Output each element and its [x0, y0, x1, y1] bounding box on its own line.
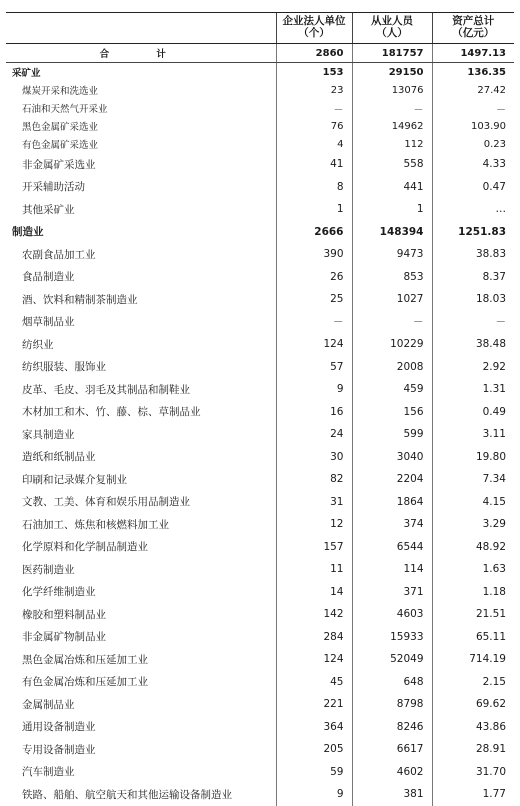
- assets-cell: 1.77: [432, 783, 514, 806]
- enterprises-cell: 45: [276, 671, 352, 694]
- enterprises-cell: 26: [276, 266, 352, 289]
- enterprises-cell: 12: [276, 513, 352, 536]
- assets-cell: 1.18: [432, 581, 514, 604]
- table-row: [6, 783, 514, 806]
- table-row: [6, 311, 514, 334]
- employees-cell: 8246: [352, 716, 432, 739]
- header-employees: 从业人员 （人）: [352, 13, 432, 44]
- assets-cell: 0.49: [432, 401, 514, 424]
- industry-name-cell: 烟草制品业: [22, 316, 75, 329]
- industry-name-cell: 家具制造业: [22, 428, 75, 441]
- industry-name-cell: 纺织服装、服饰业: [22, 361, 106, 374]
- industry-name-cell: 印刷和记录媒介复制业: [22, 473, 127, 486]
- enterprises-cell: 76: [276, 117, 352, 135]
- employees-cell: 1: [352, 198, 432, 221]
- statistics-table: [6, 12, 514, 806]
- employees-cell: 29150: [352, 63, 432, 82]
- industry-name-cell: 有色金属冶炼和压延加工业: [22, 676, 148, 689]
- industry-name-cell: 专用设备制造业: [22, 743, 96, 756]
- assets-cell: 4.15: [432, 491, 514, 514]
- assets-cell: 28.91: [432, 738, 514, 761]
- table-row: [6, 288, 514, 311]
- employees-cell: －: [352, 99, 432, 117]
- industry-name-cell: 石油和天然气开采业: [22, 104, 108, 115]
- industry-name-cell: 石油加工、炼焦和核燃料加工业: [22, 518, 169, 531]
- table-row: [6, 117, 514, 135]
- assets-cell: 1.63: [432, 558, 514, 581]
- category-row: [6, 63, 514, 82]
- employees-cell: 2008: [352, 356, 432, 379]
- assets-cell: 3.11: [432, 423, 514, 446]
- employees-cell: 441: [352, 176, 432, 199]
- assets-cell: 0.47: [432, 176, 514, 199]
- industry-name-cell: 黑色金属矿采选业: [22, 122, 99, 133]
- enterprises-cell: 124: [276, 648, 352, 671]
- employees-cell: 2204: [352, 468, 432, 491]
- table-row: [6, 491, 514, 514]
- table-row: [6, 581, 514, 604]
- enterprises-cell: 11: [276, 558, 352, 581]
- employees-cell: 1027: [352, 288, 432, 311]
- enterprises-cell: 8: [276, 176, 352, 199]
- industry-name-cell: 非金属矿采选业: [22, 158, 96, 171]
- enterprises-cell: 153: [276, 63, 352, 82]
- industry-name-cell: 皮革、毛皮、羽毛及其制品和制鞋业: [22, 383, 190, 396]
- assets-cell: －: [432, 99, 514, 117]
- assets-cell: 18.03: [432, 288, 514, 311]
- assets-cell: 714.19: [432, 648, 514, 671]
- table-row: [6, 333, 514, 356]
- header-enterprises: 企业法人单位 （个）: [276, 13, 352, 44]
- enterprises-cell: 41: [276, 153, 352, 176]
- table-row: [6, 356, 514, 379]
- table-row: [6, 716, 514, 739]
- category-row: [6, 221, 514, 244]
- table-row: [6, 176, 514, 199]
- header-assets: 资产总计 （亿元）: [432, 13, 514, 44]
- employees-cell: 648: [352, 671, 432, 694]
- employees-cell: 14962: [352, 117, 432, 135]
- employees-cell: 181757: [352, 44, 432, 63]
- table-row: [6, 446, 514, 469]
- enterprises-cell: 16: [276, 401, 352, 424]
- table-row: [6, 135, 514, 153]
- table-body: [6, 44, 514, 806]
- enterprises-cell: 157: [276, 536, 352, 559]
- assets-cell: 1251.83: [432, 221, 514, 244]
- assets-cell: －: [432, 311, 514, 334]
- employees-cell: 114: [352, 558, 432, 581]
- table-row: [6, 266, 514, 289]
- enterprises-cell: －: [276, 99, 352, 117]
- enterprises-cell: 59: [276, 761, 352, 784]
- table-row: [6, 243, 514, 266]
- employees-cell: 374: [352, 513, 432, 536]
- assets-cell: 38.83: [432, 243, 514, 266]
- assets-cell: 31.70: [432, 761, 514, 784]
- industry-name-cell: 开采辅助活动: [22, 181, 85, 194]
- industry-name-cell: 合 计: [6, 44, 276, 63]
- employees-cell: 381: [352, 783, 432, 806]
- assets-cell: 4.33: [432, 153, 514, 176]
- employees-cell: 1864: [352, 491, 432, 514]
- assets-cell: 8.37: [432, 266, 514, 289]
- enterprises-cell: 23: [276, 81, 352, 99]
- employees-cell: 112: [352, 135, 432, 153]
- industry-name-cell: 木材加工和木、竹、藤、棕、草制品业: [22, 406, 201, 419]
- enterprises-cell: 9: [276, 783, 352, 806]
- industry-name-cell: 煤炭开采和洗选业: [22, 86, 99, 97]
- employees-cell: －: [352, 311, 432, 334]
- employees-cell: 853: [352, 266, 432, 289]
- industry-name-cell: 酒、饮料和精制茶制造业: [22, 293, 138, 306]
- industry-name-cell: 通用设备制造业: [22, 721, 96, 734]
- assets-cell: 48.92: [432, 536, 514, 559]
- employees-cell: 13076: [352, 81, 432, 99]
- industry-name-cell: 制造业: [12, 226, 44, 239]
- industry-name-cell: 食品制造业: [22, 271, 75, 284]
- enterprises-cell: 57: [276, 356, 352, 379]
- enterprises-cell: 1: [276, 198, 352, 221]
- industry-name-cell: 农副食品加工业: [22, 248, 96, 261]
- industry-name-cell: 造纸和纸制品业: [22, 451, 96, 464]
- assets-cell: 136.35: [432, 63, 514, 82]
- enterprises-cell: 31: [276, 491, 352, 514]
- assets-cell: 38.48: [432, 333, 514, 356]
- industry-name-cell: 黑色金属冶炼和压延加工业: [22, 653, 148, 666]
- employees-cell: 599: [352, 423, 432, 446]
- enterprises-cell: 2860: [276, 44, 352, 63]
- enterprises-cell: 9: [276, 378, 352, 401]
- industry-name-cell: 汽车制造业: [22, 766, 75, 779]
- table-row: [6, 536, 514, 559]
- assets-cell: 1.31: [432, 378, 514, 401]
- table-row: [6, 693, 514, 716]
- employees-cell: 371: [352, 581, 432, 604]
- assets-cell: 2.15: [432, 671, 514, 694]
- enterprises-cell: 364: [276, 716, 352, 739]
- table-row: [6, 761, 514, 784]
- table-row: [6, 81, 514, 99]
- enterprises-cell: 221: [276, 693, 352, 716]
- industry-name-cell: 医药制造业: [22, 563, 75, 576]
- employees-cell: 8798: [352, 693, 432, 716]
- industry-name-cell: 化学原料和化学制品制造业: [22, 541, 148, 554]
- enterprises-cell: 82: [276, 468, 352, 491]
- employees-cell: 6617: [352, 738, 432, 761]
- enterprises-cell: 142: [276, 603, 352, 626]
- header-industry: [6, 13, 276, 44]
- assets-cell: 7.34: [432, 468, 514, 491]
- employees-cell: 4603: [352, 603, 432, 626]
- assets-cell: 43.86: [432, 716, 514, 739]
- enterprises-cell: 124: [276, 333, 352, 356]
- table-row: [6, 648, 514, 671]
- assets-cell: 0.23: [432, 135, 514, 153]
- industry-name-cell: 非金属矿物制品业: [22, 631, 106, 644]
- table-row: [6, 401, 514, 424]
- enterprises-cell: 390: [276, 243, 352, 266]
- header-row: [6, 13, 514, 44]
- industry-name-cell: 纺织业: [22, 338, 54, 351]
- table-row: [6, 99, 514, 117]
- table-row: [6, 603, 514, 626]
- industry-name-cell: 文教、工美、体育和娱乐用品制造业: [22, 496, 190, 509]
- table-header: [6, 13, 514, 44]
- employees-cell: 3040: [352, 446, 432, 469]
- table-row: [6, 671, 514, 694]
- table-row: [6, 423, 514, 446]
- total-row: [6, 44, 514, 63]
- employees-cell: 459: [352, 378, 432, 401]
- assets-cell: 65.11: [432, 626, 514, 649]
- assets-cell: …: [432, 198, 514, 221]
- employees-cell: 6544: [352, 536, 432, 559]
- table-row: [6, 626, 514, 649]
- assets-cell: 27.42: [432, 81, 514, 99]
- table-row: [6, 468, 514, 491]
- assets-cell: 103.90: [432, 117, 514, 135]
- employees-cell: 10229: [352, 333, 432, 356]
- enterprises-cell: 4: [276, 135, 352, 153]
- enterprises-cell: 205: [276, 738, 352, 761]
- employees-cell: 52049: [352, 648, 432, 671]
- enterprises-cell: 14: [276, 581, 352, 604]
- employees-cell: 4602: [352, 761, 432, 784]
- table-row: [6, 198, 514, 221]
- assets-cell: 21.51: [432, 603, 514, 626]
- enterprises-cell: 284: [276, 626, 352, 649]
- industry-name-cell: 其他采矿业: [22, 203, 75, 216]
- employees-cell: 156: [352, 401, 432, 424]
- table-row: [6, 378, 514, 401]
- enterprises-cell: 2666: [276, 221, 352, 244]
- industry-name-cell: 橡胶和塑料制品业: [22, 608, 106, 621]
- assets-cell: 2.92: [432, 356, 514, 379]
- employees-cell: 9473: [352, 243, 432, 266]
- enterprises-cell: 25: [276, 288, 352, 311]
- table-row: [6, 738, 514, 761]
- enterprises-cell: 24: [276, 423, 352, 446]
- table-row: [6, 153, 514, 176]
- industry-name-cell: 金属制品业: [22, 698, 75, 711]
- employees-cell: 15933: [352, 626, 432, 649]
- assets-cell: 19.80: [432, 446, 514, 469]
- enterprises-cell: 30: [276, 446, 352, 469]
- industry-name-cell: 铁路、船舶、航空航天和其他运输设备制造业: [22, 788, 232, 801]
- assets-cell: 69.62: [432, 693, 514, 716]
- enterprises-cell: －: [276, 311, 352, 334]
- table-row: [6, 513, 514, 536]
- industry-name-cell: 化学纤维制造业: [22, 586, 96, 599]
- table-row: [6, 558, 514, 581]
- industry-name-cell: 有色金属矿采选业: [22, 140, 99, 151]
- industry-name-cell: 采矿业: [12, 68, 41, 79]
- employees-cell: 148394: [352, 221, 432, 244]
- assets-cell: 1497.13: [432, 44, 514, 63]
- assets-cell: 3.29: [432, 513, 514, 536]
- employees-cell: 558: [352, 153, 432, 176]
